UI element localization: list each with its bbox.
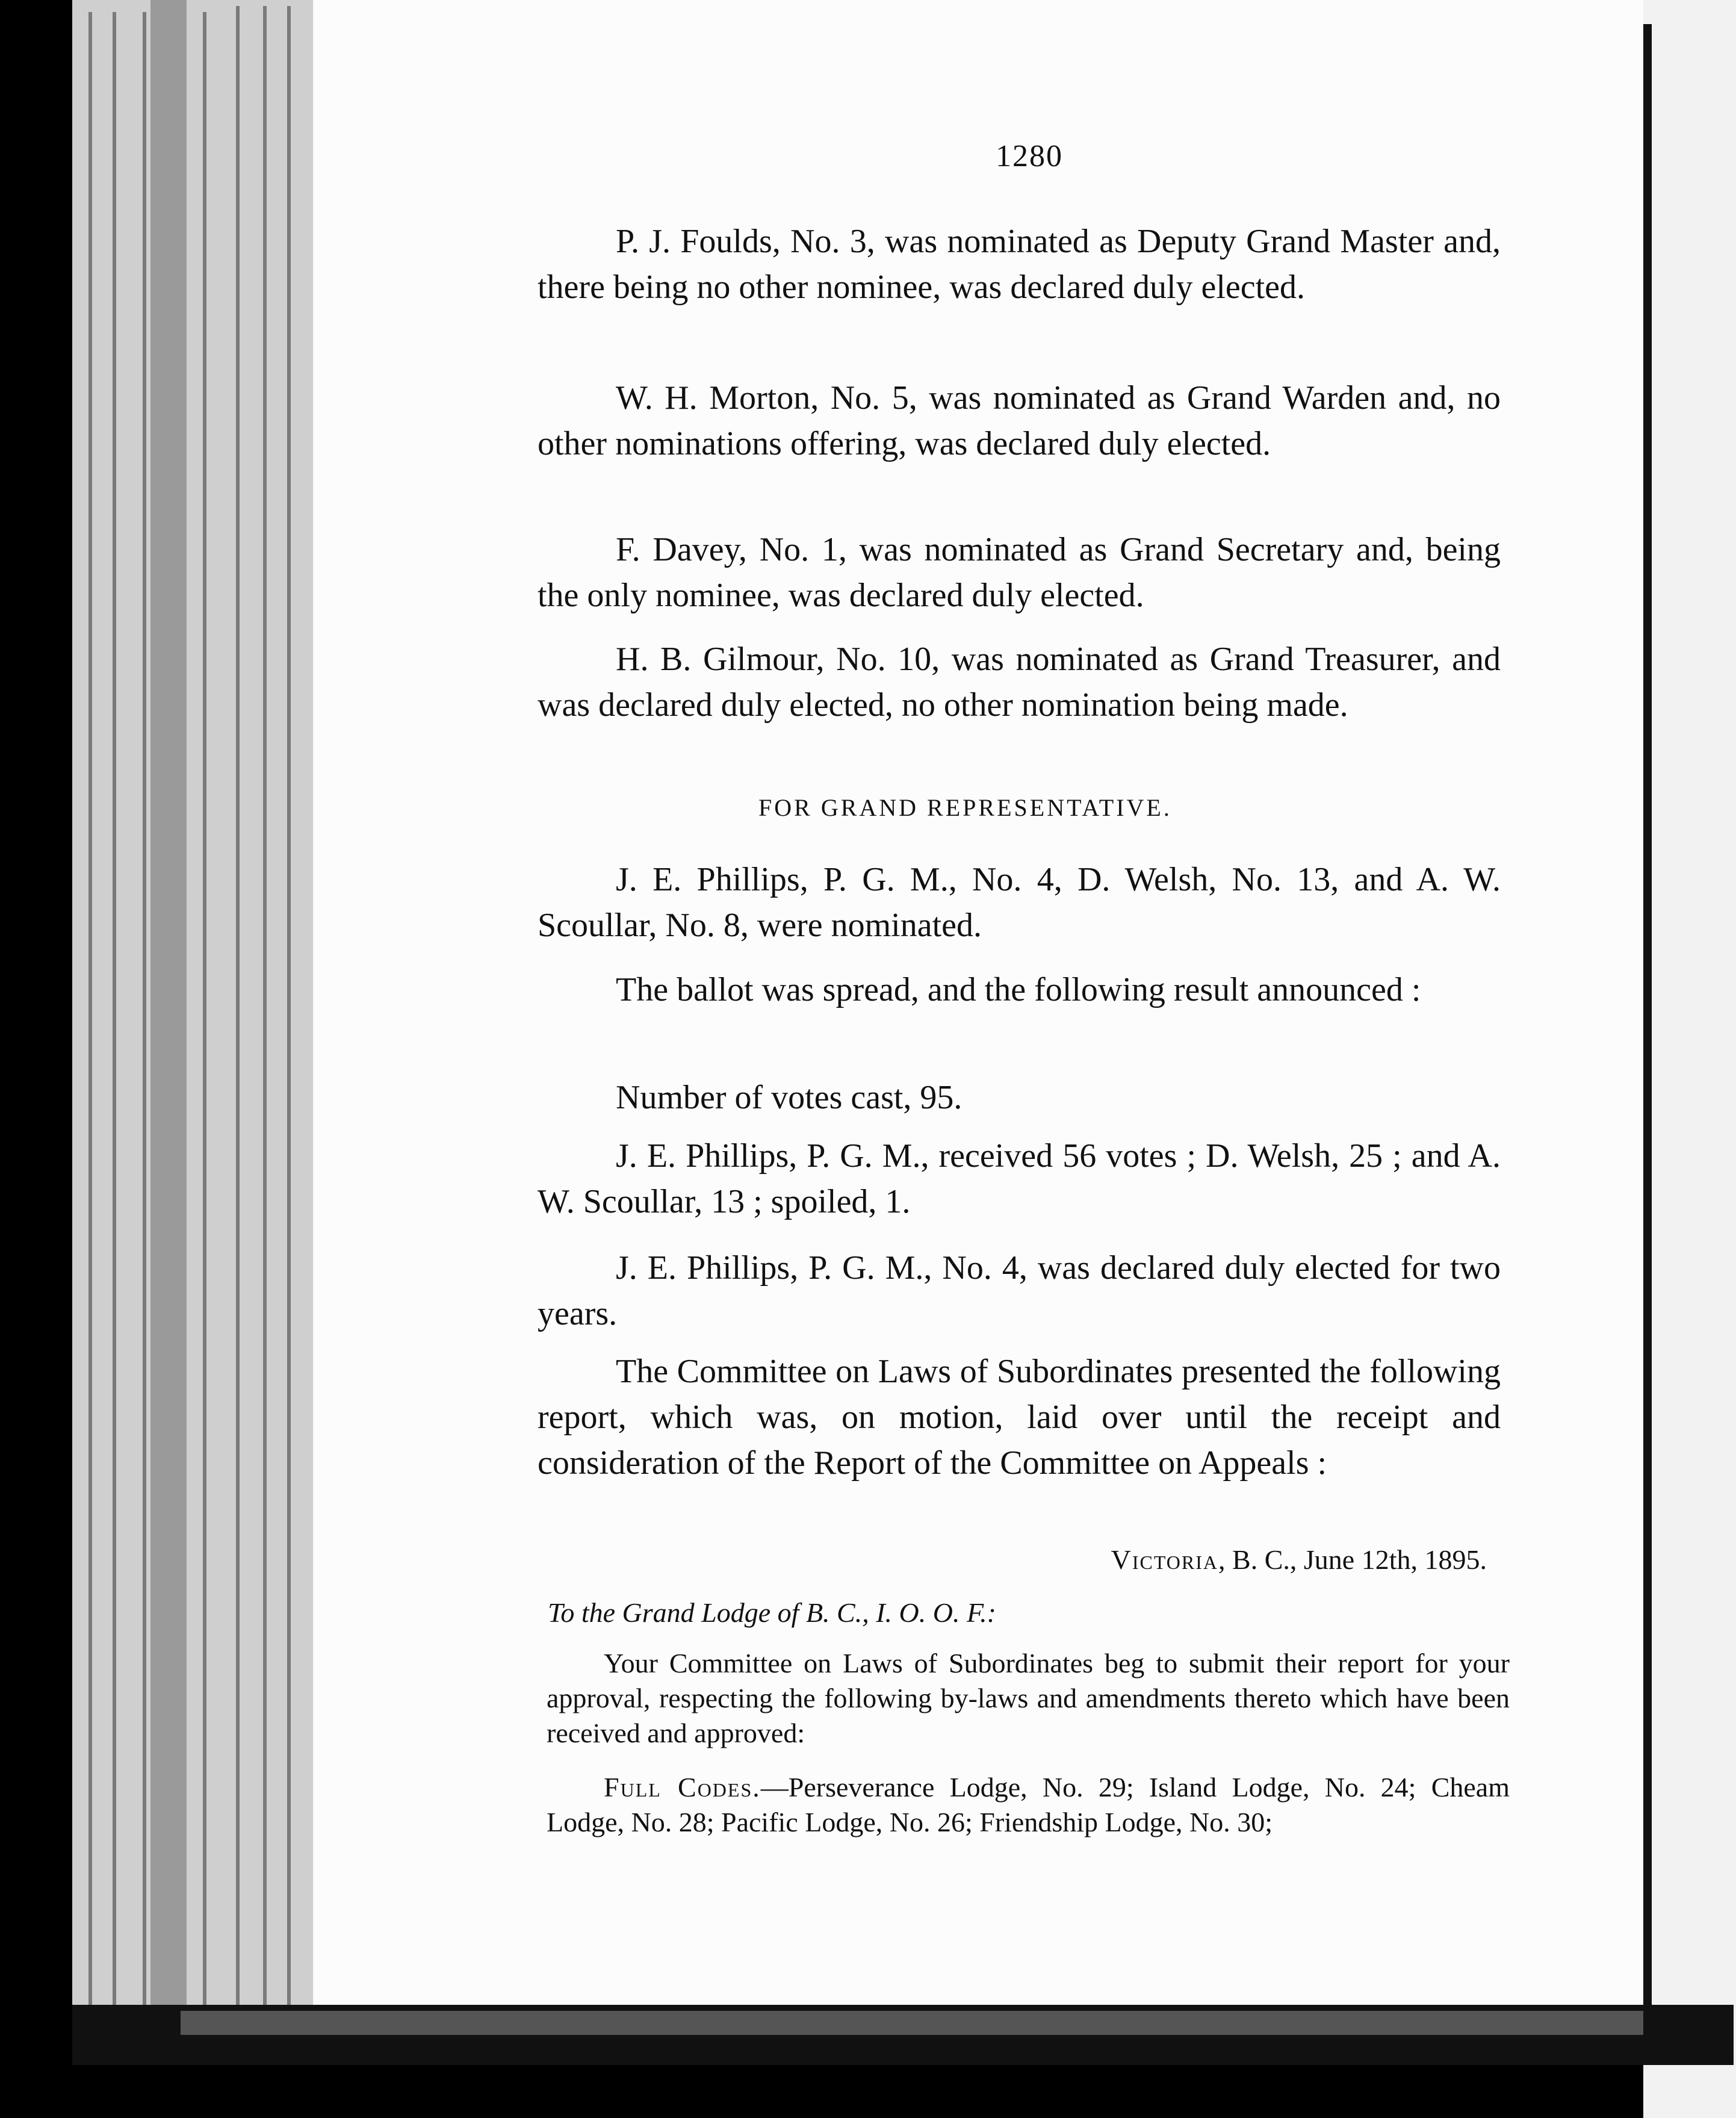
paragraph-nominations: J. E. Phillips, P. G. M., No. 4, D. Welsh, No. 13, and A. W. Scoullar, No. 8, were nominated. [538,861,1501,944]
paragraph-davey: F. Davey, No. 1, was nominated as Grand Secretary and, being the only nominee, was declared duly elected. [538,531,1501,614]
report-text: Your Committee on Laws of Subordinates beg to submit their report for your approval, respecting the following by-laws and amendments thereto which have been received and approved: [547,1648,1510,1748]
paragraph-ballot: The ballot was spread, and the following result announced : [616,971,1421,1008]
paragraph-results: J. E. Phillips, P. G. M., received 56 votes ; D. Welsh, 25 ; and A. W. Scoullar, 13 ; spoiled, 1. [538,1137,1501,1220]
paragraph-morton: W. H. Morton, No. 5, was nominated as Grand Warden and, no other nominations offering, was declared duly elected. [538,379,1501,462]
dateline-rest: , B. C., June 12th, 1895. [1218,1544,1487,1575]
dateline-place: Victoria [1111,1544,1219,1575]
section-heading: FOR GRAND REPRESENTATIVE. [758,794,1172,821]
page-right-edge [1643,0,1736,2118]
page-number: 1280 [996,139,1063,173]
paragraph-gilmour: H. B. Gilmour, No. 10, was nominated as Grand Treasurer, and was declared duly elected, no other nomination being made. [538,641,1501,724]
salutation: To the Grand Lodge of B. C., I. O. O. F.: [548,1597,996,1628]
paragraph-votes-cast: Number of votes cast, 95. [616,1079,963,1116]
full-codes-label: Full Codes. [604,1772,761,1803]
paragraph-declared: J. E. Phillips, P. G. M., No. 4, was declared duly elected for two years. [538,1249,1501,1332]
full-codes-text: —Perseverance Lodge, No. 29; Island Lodge, No. 24; Cheam Lodge, No. 28; Pacific Lodge, No. 26; Friendship Lodge, No. 30; [547,1772,1510,1837]
full-codes [547,1770,1510,1840]
paragraph-committee: The Committee on Laws of Subordinates presented the following report, which was, on motion, laid over until the receipt and consideration of the Report of the Committee on Appeals : [538,1353,1501,1482]
page-edge-stack [72,0,313,2023]
paragraph-foulds: P. J. Foulds, No. 3, was nominated as Deputy Grand Master and, there being no other nominee, was declared duly elected. [538,223,1501,306]
dateline [1041,1542,1487,1577]
